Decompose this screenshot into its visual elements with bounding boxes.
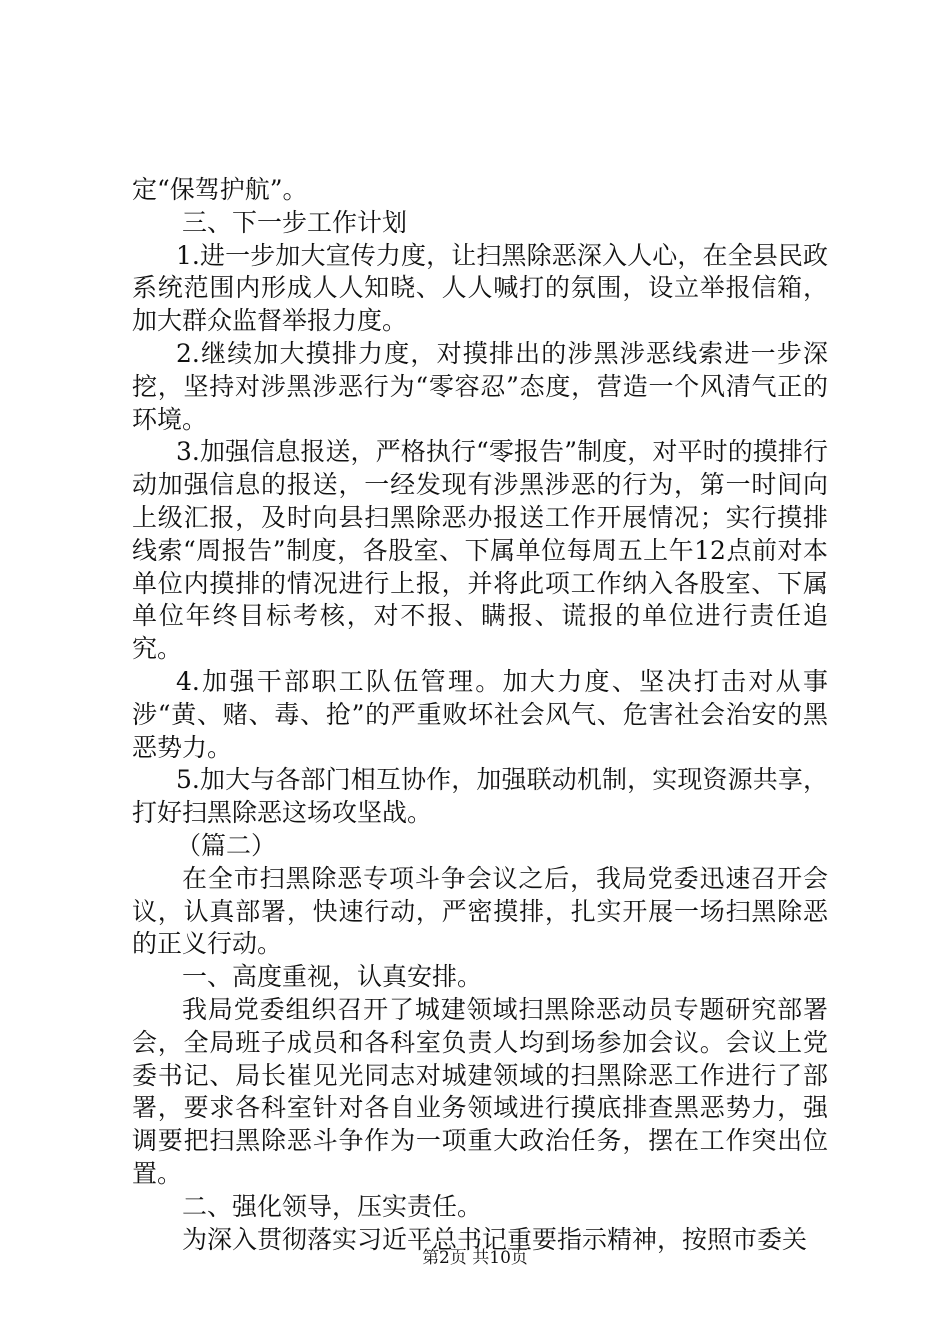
section-heading-attention: 一、高度重视，认真安排。 (182, 962, 483, 992)
plan-item-2: 2.继续加大摸排力度，对摸排出的涉黑涉恶线索进一步深挖，坚持对涉黑涉恶行为“零容忍”态度，营造一个风清气正的环境。 (132, 338, 828, 434)
plan-item-3: 3.加强信息报送，严格执行“零报告”制度，对平时的摸排行动加强信息的报送，一经发现有涉黑涉恶的行为，第一时间向上级汇报，及时向县扫黑除恶办报送工作开展情况；实行摸排线索“周报告”制度，各股室、下属单位每周五上午12点前对本单位内摸排的情况进行上报，并将此项工作纳入各股室、下属单位年终目标考核，对不报、瞒报、谎报的单位进行责任追究。 (132, 437, 828, 664)
part-two-heading: （篇二） (176, 830, 277, 860)
section-heading-leadership: 二、强化领导，压实责任。 (182, 1191, 483, 1221)
page-footer: 第2页 共10页 (422, 1248, 528, 1268)
section-heading-next-plan: 三、下一步工作计划 (182, 207, 408, 237)
paragraph-implementation: 为深入贯彻落实习近平总书记重要指示精神，按照市委关 (182, 1224, 808, 1254)
paragraph-1: 定“保驾护航”。 (132, 175, 308, 204)
plan-item-4: 4.加强干部职工队伍管理。加大力度、坚决打击对从事涉“黄、赌、毒、抢”的严重败坏社会风气、危害社会治安的黑恶势力。 (132, 666, 828, 762)
plan-item-1: 1.进一步加大宣传力度，让扫黑除恶深入人心，在全县民政系统范围内形成人人知晓、人人喊打的氛围，设立举报信箱，加大群众监督举报力度。 (132, 240, 828, 336)
paragraph-meeting: 我局党委组织召开了城建领域扫黑除恶动员专题研究部署会，全局班子成员和各科室负责人均到场参加会议。会议上党委书记、局长崔见光同志对城建领域的扫黑除恶工作进行了部署，要求各科室针对各自业务领域进行摸底排查黑恶势力，强调要把扫黑除恶斗争作为一项重大政治任务，摆在工作突出位置。 (132, 994, 828, 1188)
part-two-intro: 在全市扫黑除恶专项斗争会议之后，我局党委迅速召开会议，认真部署，快速行动，严密摸排，扎实开展一场扫黑除恶的正义行动。 (132, 863, 828, 959)
document-body (132, 174, 828, 1256)
plan-item-5: 5.加大与各部门相互协作，加强联动机制，实现资源共享，打好扫黑除恶这场攻坚战。 (132, 765, 828, 828)
